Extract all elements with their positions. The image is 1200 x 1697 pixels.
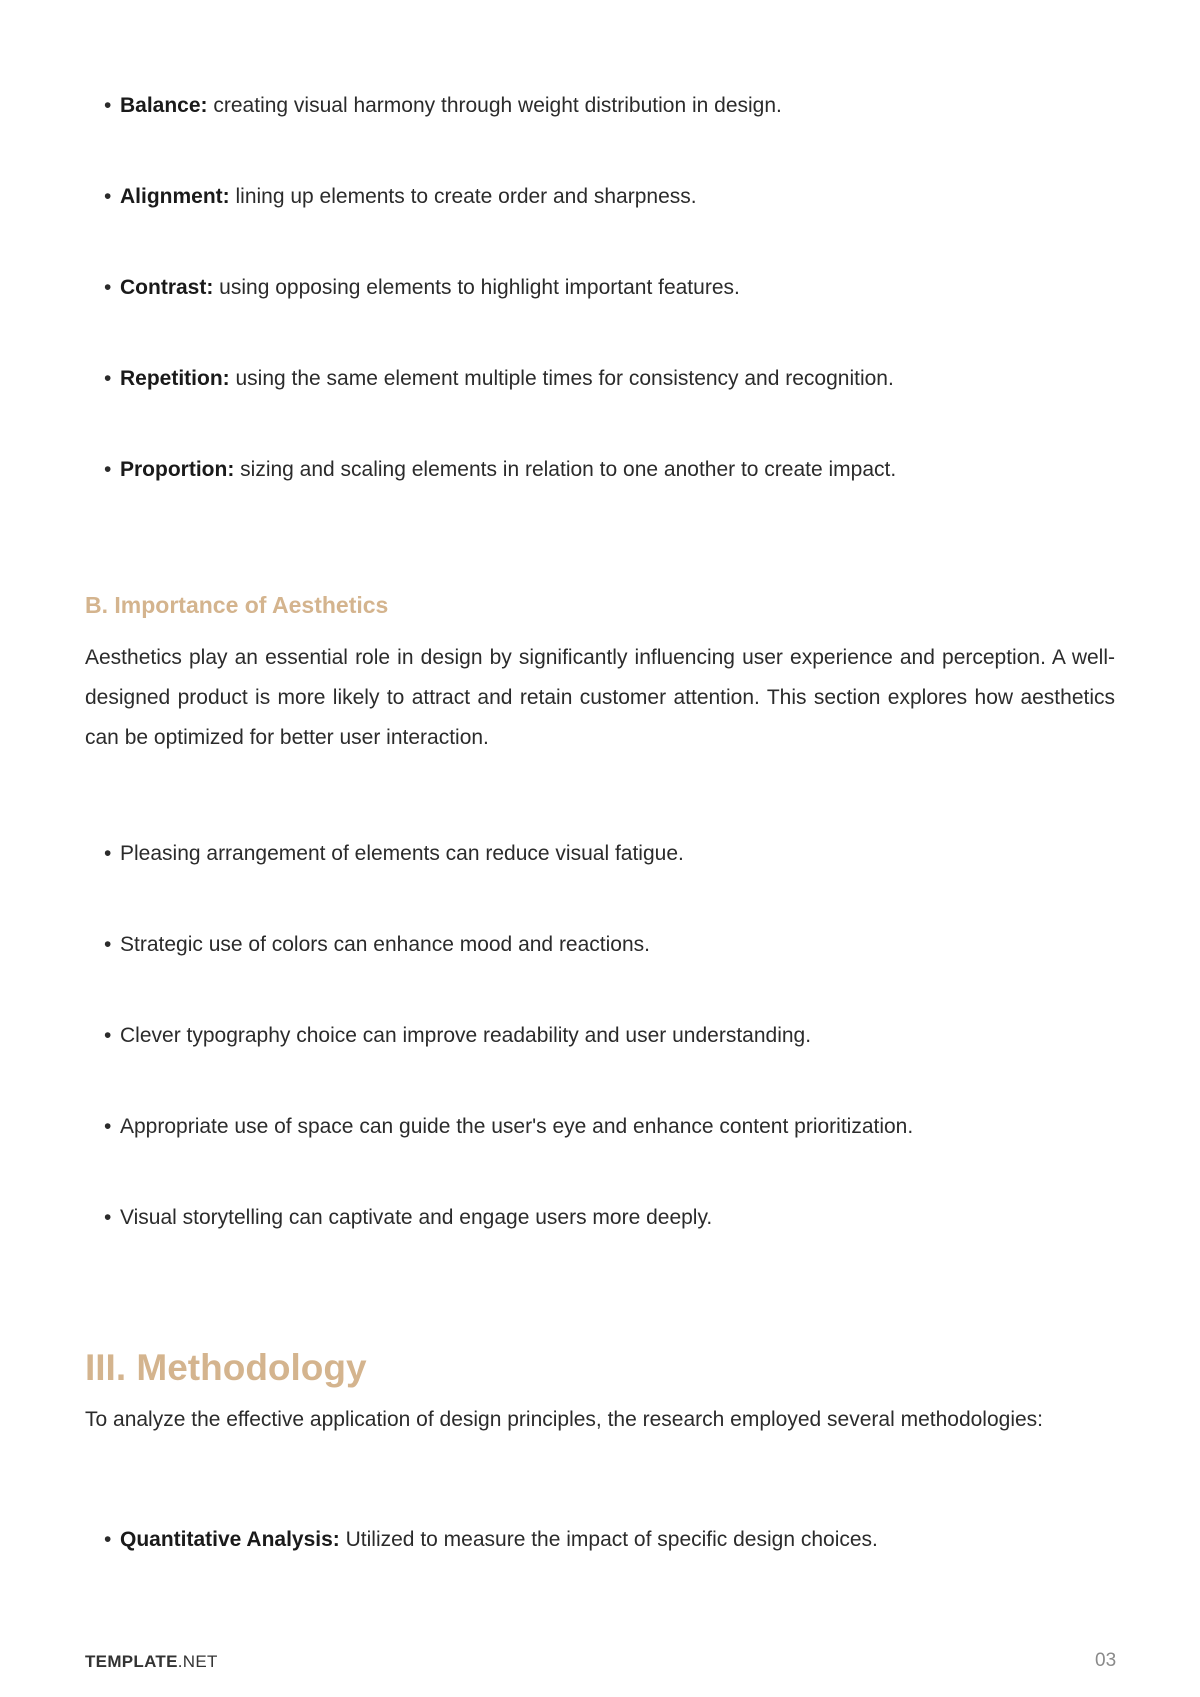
brand-suffix: .NET [177, 1652, 218, 1671]
principle-text: using opposing elements to highlight important features. [213, 276, 740, 299]
list-item [104, 365, 1104, 393]
bullet-icon: • [104, 842, 112, 865]
bullet-icon: • [104, 185, 112, 208]
bullet-icon: • [104, 1206, 112, 1229]
list-item [104, 92, 1104, 120]
bullet-icon: • [104, 276, 112, 299]
principle-term: Repetition: [120, 367, 230, 390]
list-item [104, 274, 1104, 302]
section-paragraph: Aesthetics play an essential role in design by significantly influencing user experience and perception. A well-designed product is more likely to attract and retain customer attention. This section explores how aesthetics can be optimized for better user interaction. [85, 646, 1115, 749]
bullet-icon: • [104, 458, 112, 481]
list-item [104, 1022, 1104, 1050]
principle-term: Contrast: [120, 276, 214, 299]
bullet-icon: • [104, 367, 112, 390]
list-item [104, 840, 1104, 868]
list-item-text: Clever typography choice can improve readability and user understanding. [120, 1024, 812, 1047]
list-item [104, 183, 1104, 211]
section-heading: III. Methodology [85, 1347, 367, 1388]
principle-term: Balance: [120, 94, 208, 117]
principle-text: using the same element multiple times for consistency and recognition. [229, 367, 894, 390]
section-subheading: B. Importance of Aesthetics [85, 592, 389, 618]
list-item [104, 931, 1104, 959]
list-item [104, 456, 1104, 484]
list-item [104, 1113, 1104, 1141]
list-item-text: Visual storytelling can captivate and engage users more deeply. [120, 1206, 713, 1229]
bullet-icon: • [104, 94, 112, 117]
method-text: Utilized to measure the impact of specific design choices. [339, 1528, 878, 1551]
principle-text: lining up elements to create order and sharpness. [229, 185, 697, 208]
bullet-icon: • [104, 1024, 112, 1047]
page-number: 03 [1095, 1650, 1117, 1671]
brand-name: TEMPLATE [85, 1652, 178, 1671]
principle-term: Alignment: [120, 185, 230, 208]
principle-text: creating visual harmony through weight distribution in design. [207, 94, 782, 117]
bullet-icon: • [104, 1115, 112, 1138]
list-item [104, 1526, 1104, 1554]
list-item [104, 1204, 1104, 1232]
principle-text: sizing and scaling elements in relation to one another to create impact. [234, 458, 897, 481]
method-term: Quantitative Analysis: [120, 1528, 340, 1551]
footer-brand-logo [85, 1652, 218, 1672]
section-intro: To analyze the effective application of design principles, the research employed several methodologies: [85, 1408, 1044, 1431]
bullet-icon: • [104, 1528, 112, 1551]
list-item-text: Appropriate use of space can guide the user's eye and enhance content prioritization. [120, 1115, 914, 1138]
bullet-icon: • [104, 933, 112, 956]
principle-term: Proportion: [120, 458, 235, 481]
list-item-text: Strategic use of colors can enhance mood and reactions. [120, 933, 650, 956]
list-item-text: Pleasing arrangement of elements can reduce visual fatigue. [120, 842, 684, 865]
